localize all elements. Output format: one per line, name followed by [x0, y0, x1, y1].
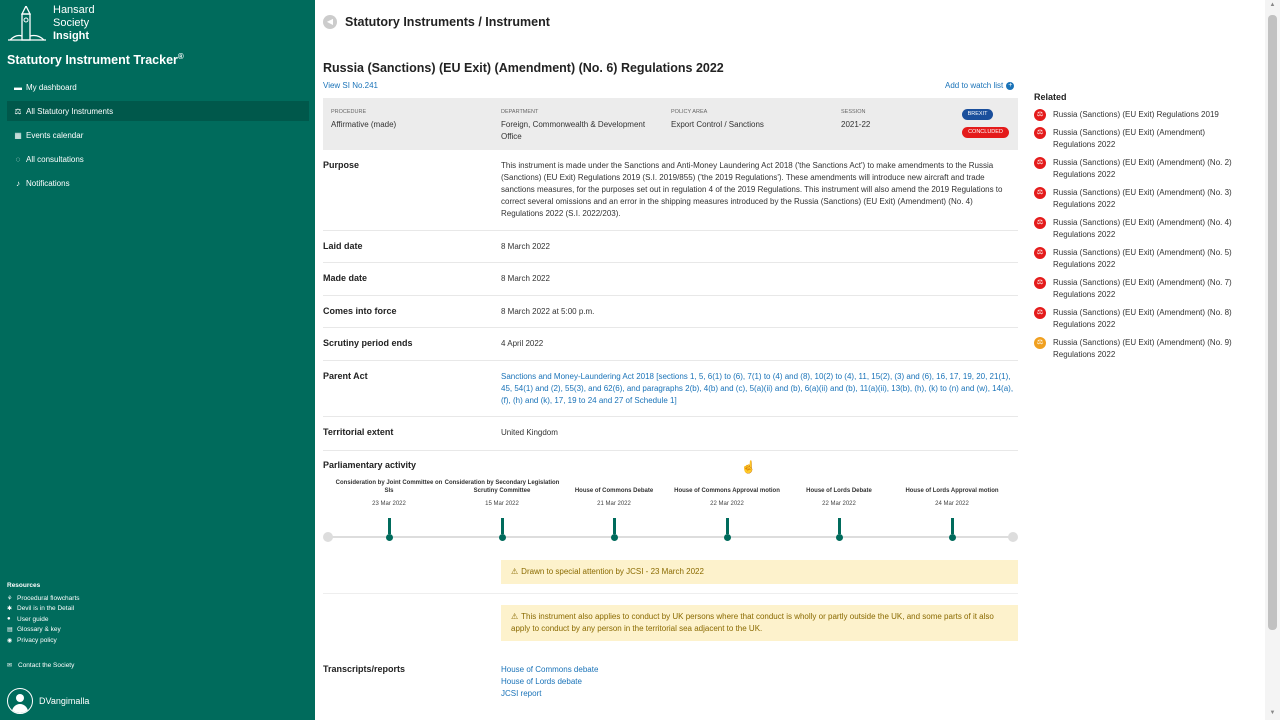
meta-label: SESSION: [841, 109, 866, 115]
related-item[interactable]: [1034, 157, 1234, 181]
flowchart-icon: ⚘: [7, 595, 13, 602]
plus-icon: +: [1008, 81, 1013, 89]
related-item[interactable]: [1034, 307, 1234, 331]
scales-icon: ⚖: [1034, 307, 1046, 319]
territorial-extent-label: Territorial extent: [323, 427, 394, 437]
scales-icon: ⚖: [1034, 187, 1046, 199]
related-item[interactable]: [1034, 109, 1234, 121]
stage-name: House of Lords Approval motion: [905, 487, 999, 494]
stage-date: 23 Mar 2022: [372, 501, 406, 507]
territorial-alert: [501, 605, 1018, 641]
timeline-dot: [611, 534, 618, 541]
meta-procedure: [331, 109, 491, 131]
sidebar-nav: [7, 77, 309, 197]
scroll-down-icon[interactable]: ▼: [1269, 710, 1276, 716]
territorial-extent-row: [323, 417, 1018, 451]
related-panel: [1034, 92, 1234, 367]
laid-date-label: Laid date: [323, 241, 363, 251]
scales-icon: ⚖: [1034, 127, 1046, 139]
meta-session: [841, 109, 941, 131]
resource-user-guide[interactable]: [7, 614, 80, 625]
timeline-stage[interactable]: [444, 480, 560, 507]
made-date-row: [323, 263, 1018, 296]
made-date-value: 8 March 2022: [501, 274, 550, 283]
timeline-stage[interactable]: [556, 480, 672, 507]
meta-label: PROCEDURE: [331, 109, 367, 115]
nav-label: My dashboard: [26, 82, 77, 92]
related-label: Russia (Sanctions) (EU Exit) (Amendment) (No. 7) Regulations 2022: [1053, 278, 1232, 299]
nav-label: All consultations: [26, 154, 84, 164]
transcripts-row: [323, 654, 1018, 714]
timeline-marker: [838, 518, 841, 534]
stage-date: 22 Mar 2022: [822, 501, 856, 507]
related-label: Russia (Sanctions) (EU Exit) (Amendment) (No. 9) Regulations 2022: [1053, 338, 1232, 359]
related-item[interactable]: [1034, 337, 1234, 361]
nav-label: All Statutory Instruments: [26, 106, 114, 116]
timeline-stage[interactable]: [781, 480, 897, 507]
meta-policy-area: [671, 109, 831, 131]
chat-icon: ◌: [15, 154, 21, 164]
timeline-dot: [724, 534, 731, 541]
resource-label: Privacy policy: [17, 636, 57, 644]
book-icon: ▤: [7, 627, 13, 634]
view-si-link[interactable]: View SI No.241: [323, 81, 378, 90]
comes-into-force-label: Comes into force: [323, 306, 397, 316]
commons-debate-link[interactable]: House of Commons debate: [501, 665, 599, 674]
related-label: Russia (Sanctions) (EU Exit) Regulations 2019: [1053, 110, 1219, 119]
nav-label: Events calendar: [26, 130, 84, 140]
meta-value: Affirmative (made): [331, 120, 397, 129]
big-ben-icon: [8, 6, 46, 42]
scrutiny-label: Scrutiny period ends: [323, 338, 413, 348]
resource-glossary[interactable]: [7, 625, 80, 636]
timeline-marker: [501, 518, 504, 534]
user-icon: ●: [7, 616, 11, 623]
scales-icon: ⚖: [1034, 337, 1046, 349]
related-item[interactable]: [1034, 247, 1234, 271]
timeline-dot: [836, 534, 843, 541]
status-badge: CONCLUDED: [962, 127, 1009, 138]
alert-text: This instrument also applies to conduct by UK persons where that conduct is wholly or partly outside the UK, and some parts of it also apply to conduct by any person in the territorial sea adjacent to the UK.: [511, 612, 994, 633]
jcsi-alert: [501, 560, 1018, 584]
stage-date: 22 Mar 2022: [710, 501, 744, 507]
breadcrumb: Statutory Instruments / Instrument: [345, 15, 550, 29]
stage-name: House of Lords Debate: [806, 487, 872, 494]
related-item[interactable]: [1034, 127, 1234, 151]
scales-icon: ⚖: [1034, 109, 1046, 121]
bell-icon: ♪: [16, 178, 20, 188]
purpose-row: [323, 158, 1018, 231]
warning-icon: ⚠: [511, 567, 519, 576]
made-date-label: Made date: [323, 273, 368, 283]
related-label: Russia (Sanctions) (EU Exit) (Amendment) (No. 4) Regulations 2022: [1053, 218, 1232, 239]
avatar: [7, 688, 33, 714]
stage-name: House of Commons Debate: [574, 487, 654, 494]
parent-act-label: Parent Act: [323, 371, 368, 381]
meta-value: 2021-22: [841, 120, 871, 129]
meta-label: POLICY AREA: [671, 109, 708, 115]
logo-line-2: Society: [53, 17, 90, 29]
transcripts-links: [501, 664, 598, 700]
nav-label: Notifications: [26, 178, 70, 188]
timeline-marker: [951, 518, 954, 534]
timeline-dot: [499, 534, 506, 541]
timeline-stage[interactable]: [669, 480, 785, 507]
purpose-text: This instrument is made under the Sanctions and Anti-Money Laundering Act 2018 ('the Sanctions Act') to make amendments to the Russia (Sanctions) (EU Exit) Regulations 2019 (S.I. 2019/855) ('the 2019 Regulations'). These amendments will introduce new aircraft and trade sanctions measures, for the purposes set out in regulation 4 of the 2019 Regulations. This instrument will also amend the 2019 Regulations to correct several omissions and an error in the shipping measures introduced by the Russia (Sanctions) (EU Exit) (Amendment) (No. 4) Regulations 2022 (S.I. 2022/203).: [501, 161, 1003, 218]
hand-cursor-icon: ☝: [741, 460, 756, 474]
logo-text: [53, 4, 95, 43]
related-item[interactable]: [1034, 217, 1234, 241]
lords-debate-link[interactable]: House of Lords debate: [501, 677, 582, 686]
watch-list-label: Add to watch list: [945, 81, 1004, 90]
jcsi-report-link[interactable]: JCSI report: [501, 689, 542, 698]
timeline-dot: [949, 534, 956, 541]
eye-icon: ◉: [7, 637, 13, 644]
username: DVangimalla: [39, 696, 90, 706]
arrow-left-icon: ◀: [326, 17, 334, 26]
warning-icon: ⚠: [511, 612, 519, 621]
scales-icon: ⚖: [14, 106, 22, 116]
resource-label: Devil is in the Detail: [17, 605, 75, 613]
scrutiny-row: [323, 328, 1018, 361]
timeline-stage[interactable]: [331, 480, 447, 507]
resource-label: Procedural flowcharts: [17, 594, 80, 602]
territorial-extent-value: United Kingdom: [501, 428, 558, 437]
timeline-start: [323, 532, 333, 542]
related-label: Russia (Sanctions) (EU Exit) (Amendment) (No. 8) Regulations 2022: [1053, 308, 1232, 329]
timeline-line: [328, 536, 1013, 538]
scales-icon: ⚖: [1034, 217, 1046, 229]
scrollbar[interactable]: [1265, 0, 1280, 720]
calendar-icon: ▦: [14, 130, 22, 140]
scroll-thumb[interactable]: [1268, 15, 1277, 630]
registered-mark: ®: [177, 52, 184, 61]
resource-privacy-policy[interactable]: [7, 635, 80, 646]
stage-name: Consideration by Joint Committee on SIs: [335, 480, 443, 494]
sidebar-item-all-consultations[interactable]: [7, 149, 309, 169]
related-label: Russia (Sanctions) (EU Exit) (Amendment) (No. 2) Regulations 2022: [1053, 158, 1232, 179]
scales-icon: ⚖: [1034, 157, 1046, 169]
related-label: Russia (Sanctions) (EU Exit) (Amendment) Regulations 2022: [1053, 128, 1206, 149]
stage-date: 21 Mar 2022: [597, 501, 631, 507]
related-item[interactable]: [1034, 277, 1234, 301]
back-button[interactable]: [323, 15, 337, 29]
sidebar-item-all-statutory-instruments[interactable]: [7, 101, 309, 121]
resource-procedural-flowcharts[interactable]: [7, 593, 80, 604]
laid-date-value: 8 March 2022: [501, 242, 550, 251]
stage-name: Consideration by Secondary Legislation Scrutiny Committee: [444, 480, 560, 494]
resource-devil-is-in-the-detail[interactable]: [7, 604, 80, 615]
meta-department: [501, 109, 661, 143]
stage-date: 24 Mar 2022: [935, 501, 969, 507]
stage-date: 15 Mar 2022: [485, 501, 519, 507]
gear-icon: ✱: [7, 606, 13, 613]
resources-title: Resources: [7, 582, 41, 589]
parent-act-link[interactable]: Sanctions and Money-Laundering Act 2018 [sections 1, 5, 6(1) to (6), 7(1) to (4) and (8), 10(2) to (4), 11, 15(2), (3) and (6), 16, 17, 19, 20, 21(1), 45, 54(1) and (2), 55(3), and 62(6), and paragraphs 2(b), 4(b) and (c), 5(a)(ii) and (b), 6(a)(ii) and (b), 11(a)(ii), 13(b), (h), (k) to (n) and (w), 14(a), (f), (h) and (k), 17, 19 to 24 and 27 of Schedule 1]: [501, 372, 1014, 405]
tracker-title: [7, 52, 184, 67]
timeline-marker: [613, 518, 616, 534]
meta-value: Export Control / Sanctions: [671, 120, 764, 129]
related-label: Russia (Sanctions) (EU Exit) (Amendment) (No. 5) Regulations 2022: [1053, 248, 1232, 269]
comes-into-force-row: [323, 296, 1018, 328]
parent-act-row: [323, 361, 1018, 417]
envelope-icon: ✉: [7, 663, 13, 669]
resources: [7, 582, 80, 646]
contact-link[interactable]: [7, 662, 74, 669]
timeline-end: [1008, 532, 1018, 542]
resource-label: User guide: [17, 615, 49, 623]
laid-date-row: [323, 231, 1018, 263]
meta-value: Foreign, Commonwealth & Development Office: [501, 120, 646, 141]
meta-label: DEPARTMENT: [501, 109, 539, 115]
brexit-badge: BREXIT: [962, 109, 993, 120]
timeline-marker: [726, 518, 729, 534]
timeline-marker: [388, 518, 391, 534]
user-profile[interactable]: [7, 688, 89, 714]
sidebar-item-dashboard[interactable]: [7, 77, 309, 97]
logo-line-1: Hansard: [53, 4, 95, 16]
resource-label: Glossary & key: [17, 626, 61, 634]
hansard-logo[interactable]: [8, 4, 118, 42]
scales-icon: ⚖: [1034, 277, 1046, 289]
alert-text: Drawn to special attention by JCSI - 23 March 2022: [521, 567, 704, 576]
sidebar-item-notifications[interactable]: [7, 173, 309, 193]
logo-line-3: Insight: [53, 30, 90, 42]
scrutiny-value: 4 April 2022: [501, 339, 544, 348]
sidebar: [0, 0, 315, 720]
timeline-dot: [386, 534, 393, 541]
contact-label: Contact the Society: [18, 662, 75, 669]
stage-name: House of Commons Approval motion: [674, 487, 780, 494]
scroll-up-icon[interactable]: ▲: [1269, 2, 1276, 8]
add-to-watch-list-button[interactable]: [945, 81, 1014, 90]
transcripts-label: Transcripts/reports: [323, 664, 406, 674]
related-label: Russia (Sanctions) (EU Exit) (Amendment) (No. 3) Regulations 2022: [1053, 188, 1232, 209]
dashboard-icon: ▬: [14, 82, 22, 92]
purpose-label: Purpose: [323, 160, 360, 170]
sidebar-item-events-calendar[interactable]: [7, 125, 309, 145]
comes-into-force-value: 8 March 2022 at 5:00 p.m.: [501, 307, 595, 316]
related-title: Related: [1034, 92, 1067, 102]
timeline-stage[interactable]: [894, 480, 1010, 507]
page-title: Russia (Sanctions) (EU Exit) (Amendment) (No. 6) Regulations 2022: [323, 61, 724, 75]
instrument-meta: [323, 98, 1018, 150]
parliamentary-activity-title: Parliamentary activity: [323, 460, 417, 470]
related-item[interactable]: [1034, 187, 1234, 211]
scales-icon: ⚖: [1034, 247, 1046, 259]
tracker-title-text: Statutory Instrument Tracker: [7, 53, 178, 68]
